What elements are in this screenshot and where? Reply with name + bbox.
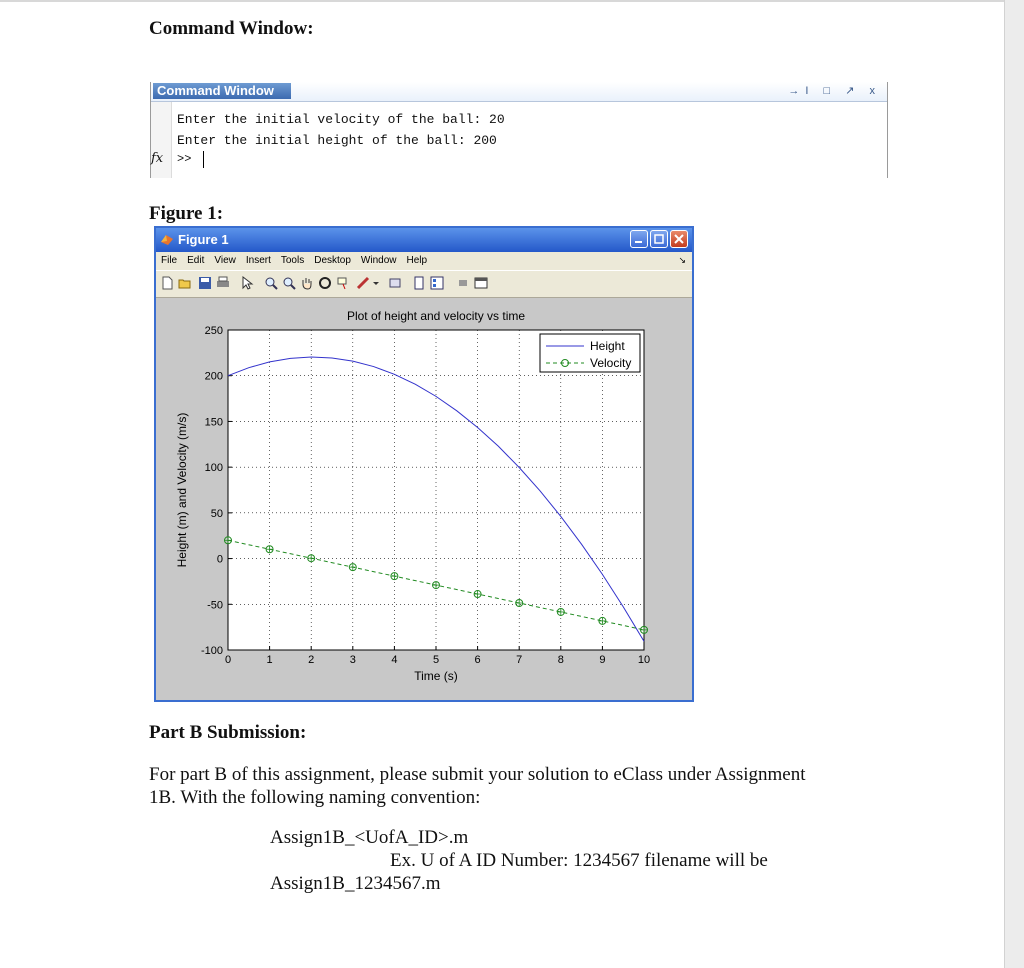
- x-tick-label: 8: [557, 654, 564, 666]
- y-tick-label: -50: [207, 599, 223, 612]
- figure-title: Figure 1: [178, 232, 229, 247]
- open-file-icon[interactable]: [178, 276, 192, 290]
- height-velocity-chart: [156, 298, 692, 700]
- menu-edit[interactable]: Edit: [187, 255, 205, 266]
- minimize-icon: [631, 231, 647, 247]
- y-tick-label: 100: [204, 462, 223, 475]
- chart-legend: [540, 334, 640, 372]
- command-window-gutter: [151, 102, 172, 178]
- part-b-paragraph-line-1: For part B of this assignment, please submit your solution to eClass under Assignment: [149, 764, 806, 785]
- figure-menubar: [156, 252, 692, 270]
- x-tick-label: 1: [266, 654, 273, 666]
- example-line: Ex. U of A ID Number: 1234567 filename will be: [390, 850, 768, 871]
- show-plot-tools-icon[interactable]: [474, 276, 488, 290]
- chart-title: Plot of height and velocity vs time: [346, 309, 526, 323]
- menubar-dock-arrow[interactable]: ↘: [678, 255, 686, 265]
- y-axis-label: Height (m) and Velocity (m/s): [175, 412, 189, 568]
- menu-file[interactable]: File: [161, 255, 178, 266]
- figure-toolbar: [156, 270, 692, 298]
- menu-insert[interactable]: Insert: [245, 255, 271, 266]
- insert-legend-icon[interactable]: [430, 276, 444, 290]
- menu-help[interactable]: Help: [406, 255, 428, 266]
- figure-heading: Figure 1:: [149, 203, 224, 224]
- x-tick-label: 0: [224, 654, 232, 666]
- part-b-paragraph-line-2: 1B. With the following naming convention:: [149, 787, 481, 808]
- y-tick-label: -100: [200, 645, 223, 657]
- pan-hand-icon[interactable]: [300, 276, 314, 290]
- link-plot-icon[interactable]: [388, 276, 402, 290]
- filename-pattern: Assign1B_<UofA_ID>.m: [270, 827, 469, 848]
- legend-label-height: Height: [590, 339, 625, 353]
- y-tick-label: 150: [204, 416, 223, 429]
- y-tick-label: 0: [216, 553, 223, 566]
- x-tick-label: 2: [308, 654, 315, 666]
- zoom-in-icon[interactable]: [264, 276, 278, 290]
- command-window-heading: Command Window:: [149, 18, 314, 39]
- page-right-scroll-edge[interactable]: [1004, 0, 1024, 968]
- text-cursor[interactable]: [203, 151, 204, 168]
- x-tick-label: 9: [599, 654, 606, 666]
- rotate-3d-icon[interactable]: [318, 276, 332, 290]
- matlab-logo-icon: [160, 233, 174, 247]
- y-tick-label: 250: [204, 325, 223, 337]
- new-figure-icon[interactable]: [160, 276, 174, 290]
- edit-plot-arrow-icon[interactable]: [240, 276, 254, 290]
- command-output-line-1: Enter the initial velocity of the ball: 20: [177, 112, 505, 127]
- figure-canvas: [156, 298, 692, 700]
- x-tick-label: 3: [349, 654, 356, 666]
- zoom-out-icon[interactable]: [282, 276, 296, 290]
- part-b-heading: Part B Submission:: [149, 722, 307, 743]
- save-icon[interactable]: [198, 276, 212, 290]
- y-tick-label: 50: [210, 507, 223, 520]
- command-window-title: Command Window: [153, 83, 291, 99]
- menu-view[interactable]: View: [214, 255, 236, 266]
- x-tick-label: 6: [474, 654, 481, 666]
- maximize-button[interactable]: [650, 230, 668, 248]
- insert-colorbar-icon[interactable]: [412, 276, 426, 290]
- x-tick-label: 4: [391, 654, 398, 666]
- maximize-icon: [651, 231, 667, 247]
- x-tick-label: 5: [432, 654, 440, 666]
- command-window-titlebar: [151, 82, 887, 102]
- figure-titlebar: [156, 228, 692, 252]
- x-tick-label: 7: [516, 654, 523, 666]
- data-cursor-icon[interactable]: [336, 276, 350, 290]
- close-button[interactable]: [670, 230, 688, 248]
- menu-tools[interactable]: Tools: [280, 255, 305, 266]
- figure-window[interactable]: [154, 226, 694, 702]
- brush-icon[interactable]: [356, 276, 370, 290]
- legend-label-velocity: Velocity: [590, 356, 632, 370]
- menu-window[interactable]: Window: [360, 255, 397, 266]
- page-top-edge: [0, 0, 1024, 2]
- command-prompt: >>: [177, 152, 192, 166]
- fx-icon[interactable]: fx: [151, 151, 164, 166]
- hide-plot-tools-icon[interactable]: [456, 276, 470, 290]
- print-icon[interactable]: [216, 276, 230, 290]
- brush-dropdown-icon[interactable]: [372, 276, 380, 290]
- example-filename: Assign1B_1234567.m: [270, 873, 441, 894]
- x-axis-label: Time (s): [414, 669, 458, 683]
- y-tick-label: 200: [204, 370, 223, 383]
- minimize-button[interactable]: [630, 230, 648, 248]
- command-window[interactable]: [150, 82, 888, 178]
- command-window-controls[interactable]: →I □ ↗ x: [788, 85, 881, 97]
- command-output-line-2: Enter the initial height of the ball: 200: [177, 133, 497, 148]
- x-tick-label: 10: [637, 654, 651, 666]
- menu-desktop[interactable]: Desktop: [314, 255, 351, 266]
- close-icon: [671, 231, 687, 247]
